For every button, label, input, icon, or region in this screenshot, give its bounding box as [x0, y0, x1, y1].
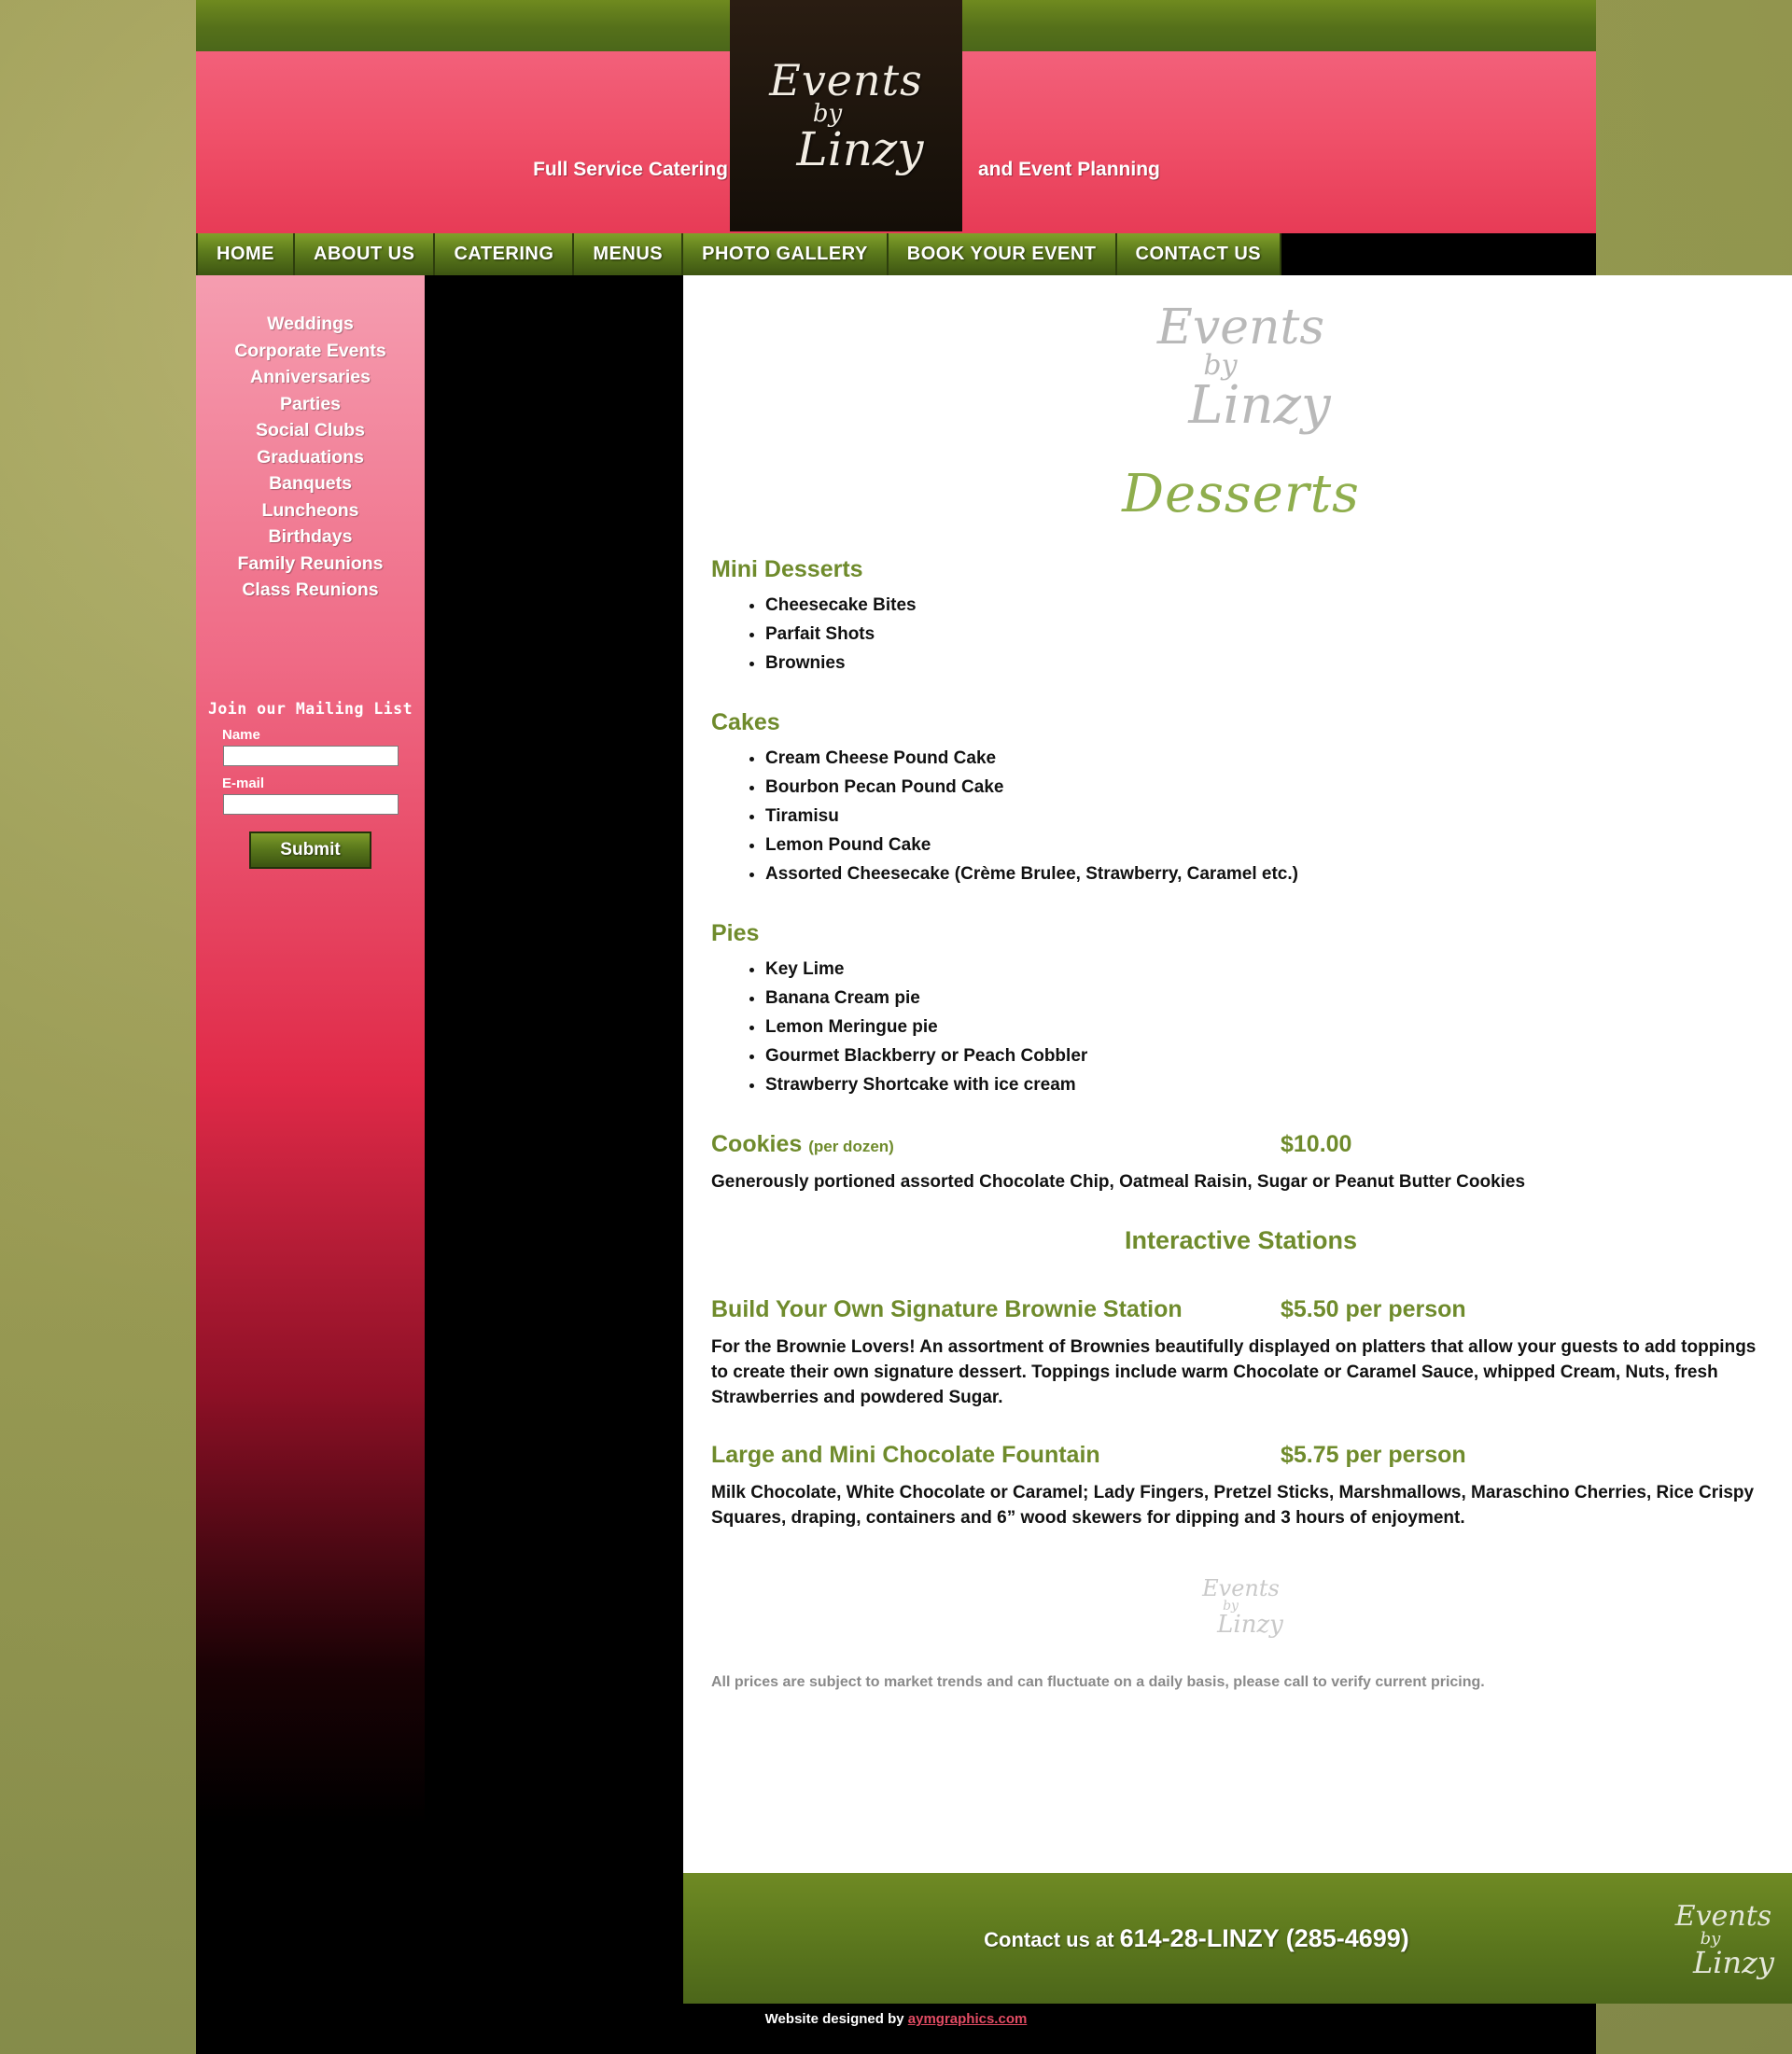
interactive-stations-heading: Interactive Stations: [1124, 1226, 1358, 1254]
cookies-heading-note: (per dozen): [808, 1138, 894, 1155]
nav-item-about-us[interactable]: ABOUT US: [295, 233, 435, 275]
content-footer-logo: [683, 1577, 1792, 1637]
mailing-list-form: [196, 700, 425, 869]
sidebar-item-social-clubs[interactable]: Social Clubs: [255, 420, 366, 440]
tagline-right: and Event Planning: [978, 159, 1160, 180]
station-chocolate-fountain: [711, 1410, 1792, 1530]
name-label: Name: [222, 727, 260, 743]
section-item-list: [739, 955, 1792, 1099]
name-input[interactable]: [223, 746, 399, 766]
section-cakes: [711, 709, 1792, 888]
header-logo-line1: Events: [769, 55, 923, 105]
sidebar-link-list: [196, 275, 425, 604]
footer-bar-logo-line3: Linzy: [1692, 1945, 1774, 1980]
sidebar-item-luncheons[interactable]: Luncheons: [261, 499, 359, 521]
header-logo-line3: Linzy: [796, 122, 924, 176]
email-label: E-mail: [222, 775, 265, 791]
station-heading-row: [711, 1265, 1792, 1331]
content-footer-logo-line2: by: [1223, 1599, 1239, 1614]
sidebar: [196, 275, 425, 1824]
cookies-heading: [711, 1131, 1281, 1158]
list-item: • Bourbon Pecan Pound Cake: [765, 773, 1792, 802]
mailing-list-title: Join our Mailing List: [207, 700, 413, 718]
footer-bar-logo-line1: Events: [1674, 1900, 1772, 1933]
sidebar-item-family-reunions[interactable]: Family Reunions: [237, 552, 384, 574]
email-input[interactable]: [223, 794, 399, 815]
main-navigation: [196, 233, 1596, 275]
nav-item-home[interactable]: HOME: [196, 233, 295, 275]
nav-item-catering[interactable]: CATERING: [435, 233, 574, 275]
nav-item-menus[interactable]: MENUS: [574, 233, 683, 275]
content-logo: [683, 275, 1792, 436]
page-title: Desserts: [1122, 464, 1360, 524]
price-disclaimer: All prices are subject to market trends and can fluctuate on a daily basis, please call to verify current pricing.: [711, 1674, 1485, 1690]
sidebar-item-class-reunions[interactable]: Class Reunions: [242, 580, 379, 600]
list-item: • Lemon Pound Cake: [765, 831, 1792, 859]
section-item-list: [739, 744, 1792, 888]
sidebar-item-anniversaries[interactable]: Anniversaries: [250, 367, 371, 387]
section-heading: Cakes: [711, 709, 780, 735]
list-item: • Lemon Meringue pie: [765, 1013, 1792, 1041]
cookies-price: $10.00: [1281, 1131, 1352, 1157]
station-description: For the Brownie Lovers! An assortment of Brownies beautifully displayed on platters that allow your guests to add toppings to create their own signature dessert. Toppings include warm Chocolate or Caramel Sauce, whipped Cream, Nuts, fresh Strawberries and powdered Sugar.: [711, 1337, 1757, 1407]
content-logo-line1: Events: [1156, 300, 1325, 356]
section-cookies: [711, 1099, 1792, 1195]
station-heading-row: [711, 1410, 1792, 1476]
list-item: • Cream Cheese Pound Cake: [765, 744, 1792, 773]
nav-item-contact-us[interactable]: CONTACT US: [1117, 233, 1282, 275]
content-footer-logo-line3: Linzy: [1217, 1611, 1283, 1639]
section-mini-desserts: [711, 556, 1792, 678]
list-item: • Brownies: [765, 649, 1792, 678]
contact-prefix: Contact us at: [984, 1928, 1120, 1951]
station-heading: Build Your Own Signature Brownie Station: [711, 1296, 1183, 1322]
header-logo[interactable]: [730, 0, 962, 231]
nav-item-book-your-event[interactable]: BOOK YOUR EVENT: [889, 233, 1117, 275]
list-item: • Strawberry Shortcake with ice cream: [765, 1070, 1792, 1099]
contact-bar: [683, 1873, 1792, 2004]
sidebar-item-banquets[interactable]: Banquets: [269, 473, 352, 494]
contact-phone[interactable]: 614-28-LINZY (285-4699): [1119, 1924, 1409, 1952]
sidebar-item-weddings[interactable]: Weddings: [267, 314, 354, 334]
section-pies: [711, 920, 1792, 1099]
station-heading: Large and Mini Chocolate Fountain: [711, 1442, 1100, 1468]
header-logo-line2: by: [812, 100, 843, 128]
nav-item-photo-gallery[interactable]: PHOTO GALLERY: [683, 233, 889, 275]
credits-link[interactable]: aymgraphics.com: [907, 2011, 1028, 2027]
sidebar-item-parties[interactable]: Parties: [279, 393, 342, 414]
credits: [196, 2011, 1596, 2027]
content-logo-line2: by: [1203, 349, 1238, 382]
tagline-left: Full Service Catering: [533, 159, 728, 180]
site-container: [196, 0, 1774, 2054]
content-footer-logo-line1: Events: [1202, 1575, 1280, 1601]
credits-text: Website designed by: [764, 2011, 908, 2027]
list-item: • Parfait Shots: [765, 620, 1792, 649]
list-item: • Banana Cream pie: [765, 984, 1792, 1013]
station-brownie: [711, 1265, 1792, 1410]
station-price: $5.50 per person: [1281, 1296, 1466, 1322]
list-item: • Assorted Cheesecake (Crème Brulee, Strawberry, Caramel etc.): [765, 859, 1792, 888]
cookies-heading-row: [711, 1099, 1792, 1166]
section-item-list: [739, 591, 1792, 678]
cookies-description: Generously portioned assorted Chocolate Chip, Oatmeal Raisin, Sugar or Peanut Butter Cookies: [711, 1172, 1526, 1192]
section-heading: Pies: [711, 920, 760, 946]
list-item: • Cheesecake Bites: [765, 591, 1792, 620]
section-heading: Mini Desserts: [711, 556, 863, 582]
list-item: • Gourmet Blackberry or Peach Cobbler: [765, 1041, 1792, 1070]
footer-bar-logo: [1673, 1900, 1774, 1980]
list-item: • Tiramisu: [765, 802, 1792, 831]
station-price: $5.75 per person: [1281, 1442, 1466, 1468]
sidebar-item-corporate-events[interactable]: Corporate Events: [234, 340, 386, 361]
main-content: [683, 275, 1792, 1873]
submit-button[interactable]: Submit: [249, 831, 371, 869]
content-logo-line3: Linzy: [1188, 375, 1331, 436]
cookies-heading-text: Cookies: [711, 1131, 803, 1157]
contact-text: [683, 1924, 1710, 1953]
header-logo-script: [769, 55, 924, 176]
sidebar-item-birthdays[interactable]: Birthdays: [268, 526, 353, 547]
footer-bar-logo-line2: by: [1700, 1929, 1721, 1949]
list-item: • Key Lime: [765, 955, 1792, 984]
station-description: Milk Chocolate, White Chocolate or Caramel; Lady Fingers, Pretzel Sticks, Marshmallows, Maraschino Cherries, Rice Crispy Squares, draping, containers and 6” wood skewers for dipping and 3 hours of enjoyment.: [711, 1483, 1755, 1528]
sidebar-item-graduations[interactable]: Graduations: [257, 446, 364, 468]
